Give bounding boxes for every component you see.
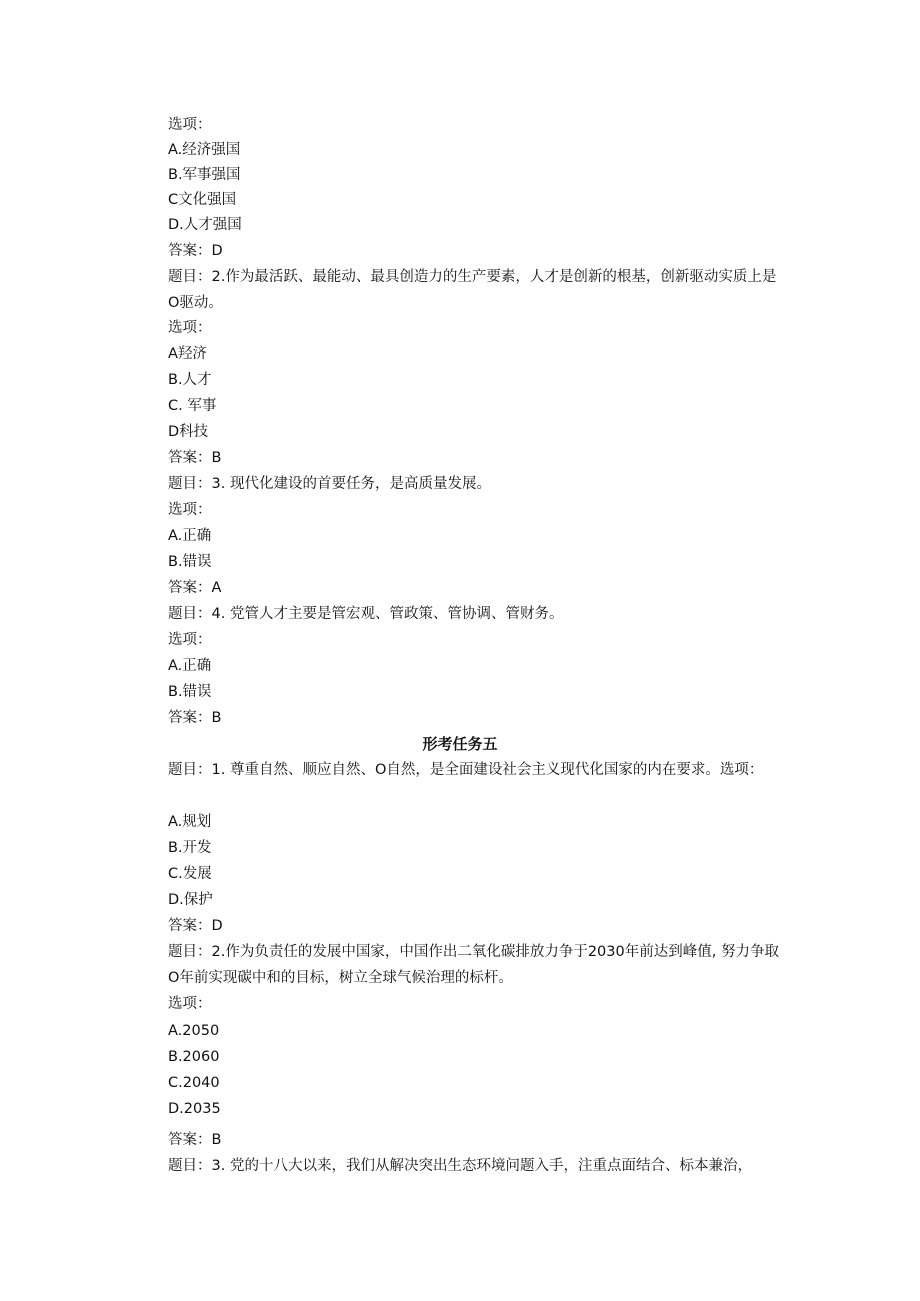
option-c: C.2040 [168, 1075, 220, 1091]
question-1: 题目：1. 尊重自然、顺应自然、O自然，是全面建设社会主义现代化国家的内在要求。选项： [168, 762, 764, 778]
option-b: B.人才 [168, 372, 212, 388]
option-a: A.正确 [168, 528, 212, 544]
section-heading: 形考任务五 [422, 735, 498, 753]
option-c: C.发展 [168, 866, 212, 882]
answer: 答案：A [168, 580, 222, 596]
options-label: 选项： [168, 320, 212, 336]
option-d: D.保护 [168, 892, 213, 908]
option-a: A.经济强国 [168, 142, 241, 158]
answer: 答案：D [168, 243, 223, 259]
options-label: 选项： [168, 502, 212, 518]
question-3: 题目：3. 现代化建设的首要任务，是高质量发展。 [168, 476, 491, 492]
question-3: 题目：3. 党的十八大以来，我们从解决突出生态环境问题入手，注重点面结合、标本兼治， [168, 1158, 752, 1174]
question-4: 题目：4. 党管人才主要是管宏观、管政策、管协调、管财务。 [168, 606, 564, 622]
option-a: A羟济 [168, 346, 207, 362]
option-c: C文化强国 [168, 192, 237, 208]
option-a: A.正确 [168, 658, 212, 674]
option-d: D科技 [168, 424, 209, 440]
option-d: D.2035 [168, 1101, 221, 1117]
answer: 答案：B [168, 450, 222, 466]
option-b: B.军事强国 [168, 167, 241, 183]
options-label: 选项： [168, 632, 212, 648]
options-label: 选项： [168, 996, 212, 1012]
answer: 答案：B [168, 1132, 222, 1148]
answer: 答案：D [168, 918, 223, 934]
option-b: B.错误 [168, 684, 212, 700]
option-a: A.2050 [168, 1023, 220, 1039]
options-label: 选项： [168, 117, 212, 133]
question-2: 题目：2.作为最活跃、最能动、最具创造力的生产要素，人才是创新的根基，创新驱动实质上是O驱动。 [168, 269, 777, 311]
option-c: C. 军事 [168, 398, 217, 414]
option-b: B.错误 [168, 554, 212, 570]
answer: 答案：B [168, 710, 222, 726]
option-b: B.2060 [168, 1049, 220, 1065]
option-a: A.规划 [168, 814, 212, 830]
option-d: D.人才强国 [168, 217, 242, 233]
option-b: B.开发 [168, 840, 212, 856]
question-2: 题目：2.作为负责任的发展中国家，中国作出二氧化碳排放力争于2030年前达到峰值, 努力争取O年前实现碳中和的目标，树立全球气候治理的标杆。 [168, 944, 779, 986]
